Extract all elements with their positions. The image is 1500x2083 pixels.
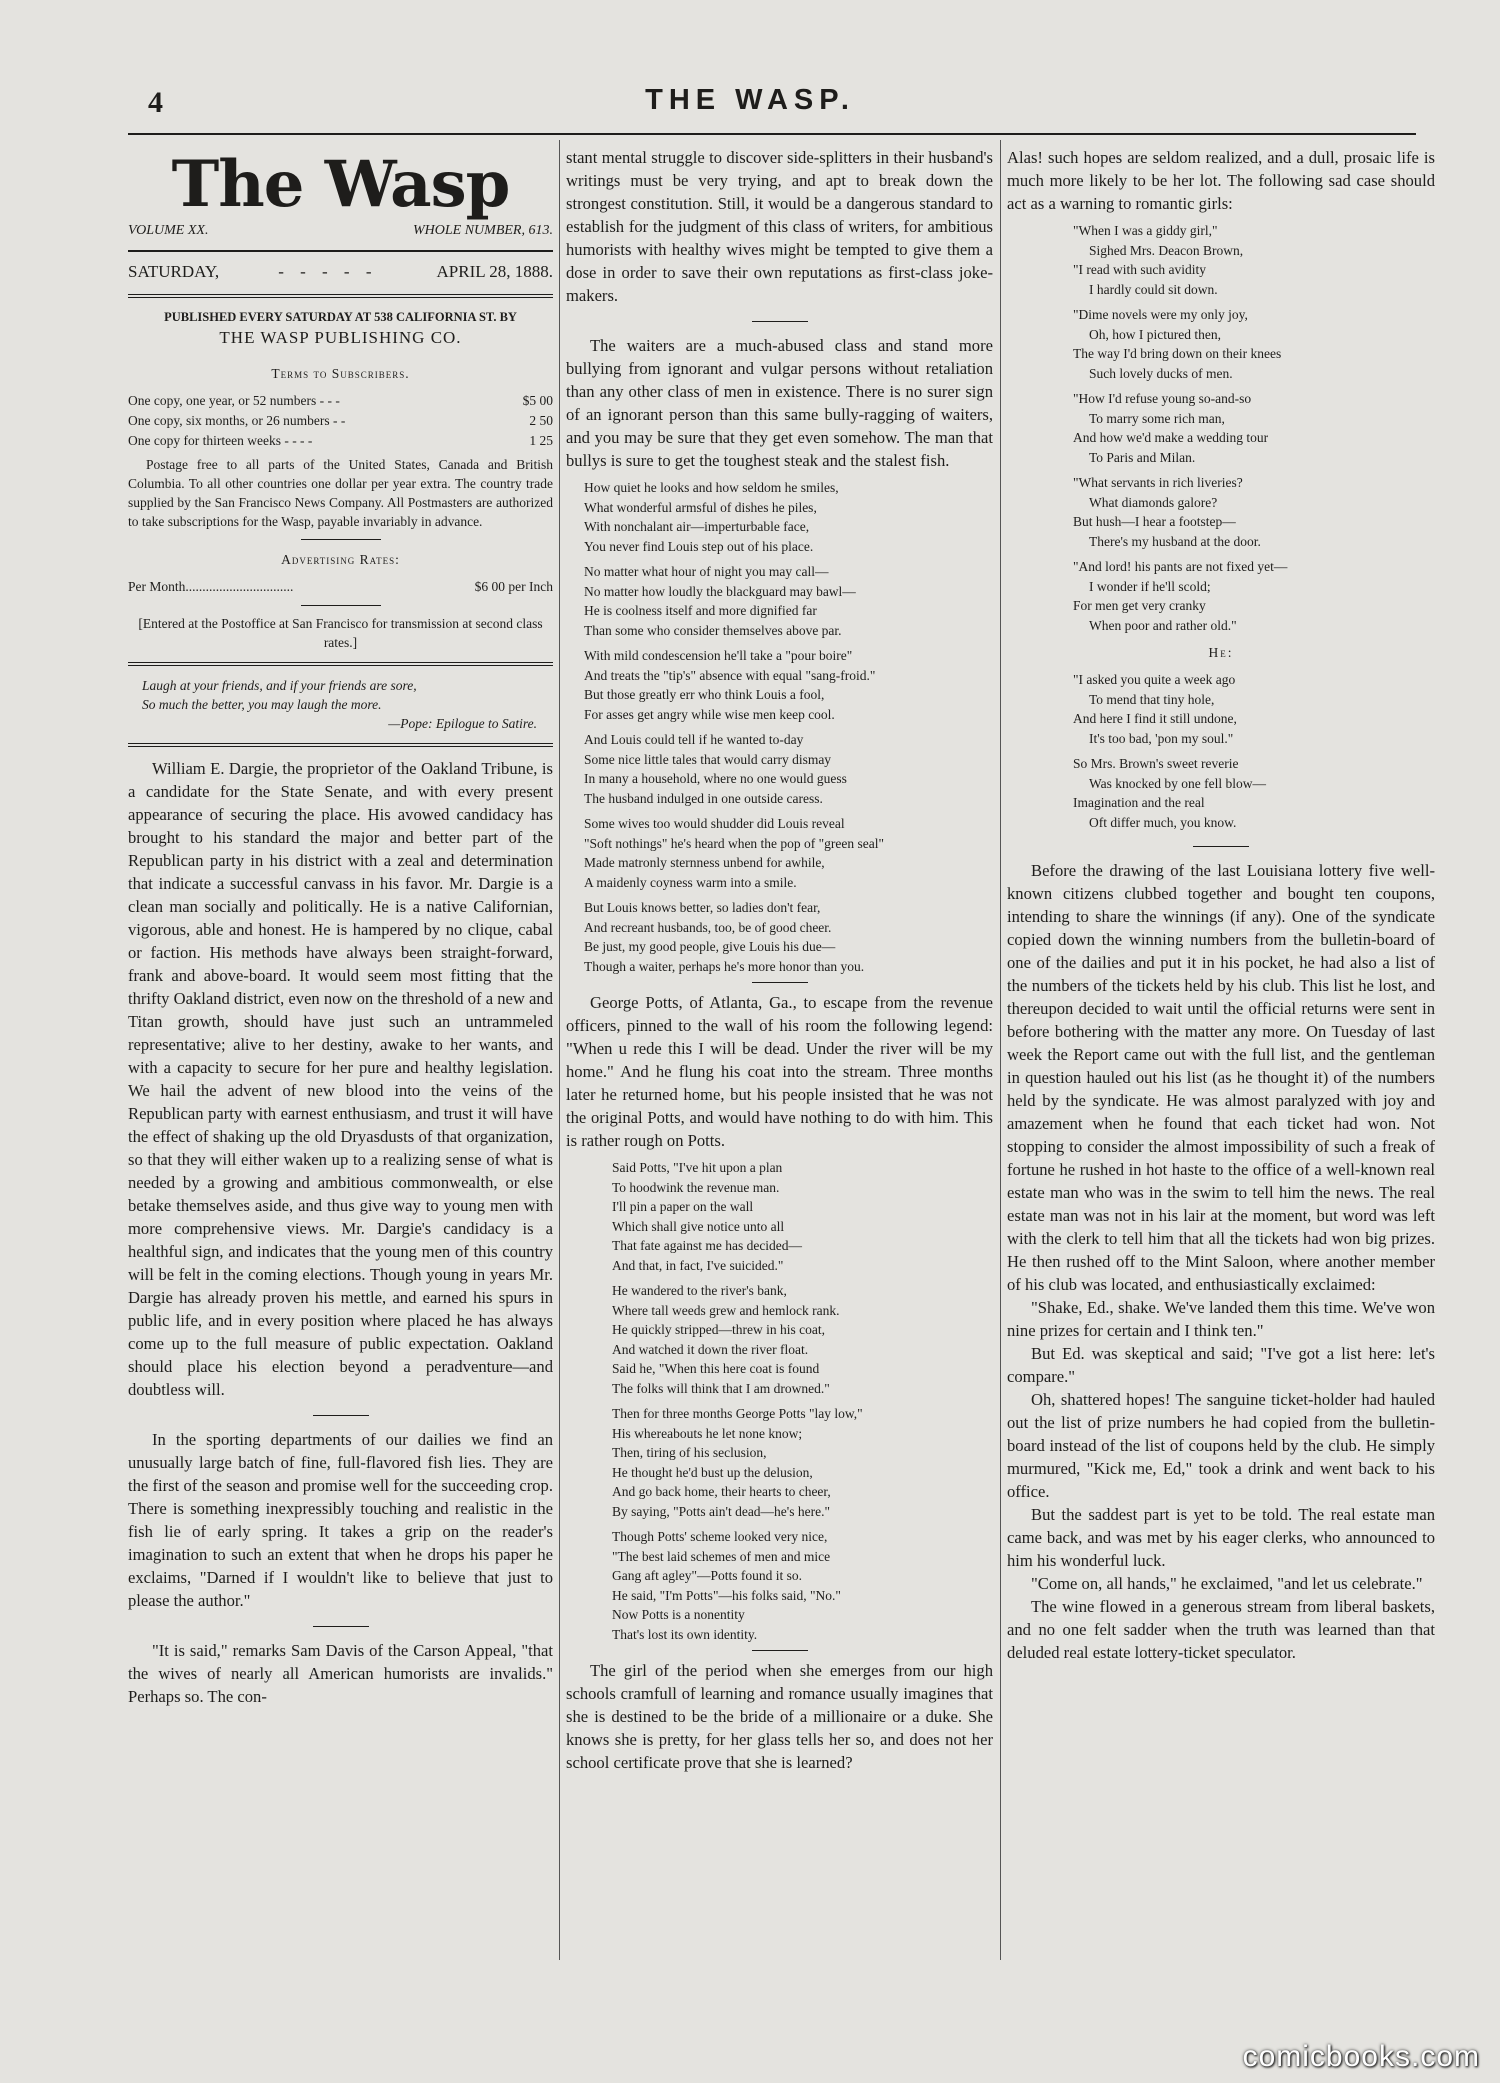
paragraph-wine: The wine flowed in a generous stream from liberal baskets, and no one felt sadder when the truth was learned than that deluded real estate lottery-ticket speculator. [1007,1597,1435,1662]
poem-line: "I asked you quite a week ago [1073,672,1236,687]
section-separator [752,321,808,322]
poem-line: Oft differ much, you know. [1089,814,1237,830]
poem-line: "Dime novels were my only joy, [1073,307,1248,322]
terms-label: One copy, one year, or 52 numbers - - - [128,393,340,408]
masthead-logo: The Wasp [171,147,510,222]
advertising-label: Per Month................................ [128,579,294,594]
poem-stanza [1073,557,1435,635]
poem-line: Than some who consider themselves above par. [584,622,842,638]
date-line [128,250,553,284]
poem-line: Though Potts' scheme looked very nice, [612,1529,828,1544]
watermark: comicbooks.com [1242,2040,1480,2073]
terms-row [128,411,553,431]
poem-stanza [612,1527,993,1644]
poem-line: To hoodwink the revenue man. [612,1179,780,1195]
rule [128,662,553,666]
volume: VOLUME XX. [128,223,209,238]
publisher-name: THE WASP PUBLISHING CO. [219,328,462,347]
top-rule [128,133,1416,135]
poem-line: I'll pin a paper on the wall [612,1199,754,1214]
poem-stanza [612,1281,993,1398]
poem-line: Some nice little tales that would carry dismay [584,751,832,767]
terms-price: 2 50 [529,413,553,428]
issue-date: APRIL 28, 1888. [436,262,553,281]
epigraph-attribution: —Pope: Epilogue to Satire. [388,716,537,731]
rule [128,743,553,747]
divider [301,539,381,540]
poem-line: To marry some rich man, [1089,410,1225,426]
terms-label: One copy, six months, or 26 numbers - - [128,413,346,428]
date-dashes: - - - - - [278,262,378,281]
poem-line: Where tall weeds grew and hemlock rank. [612,1302,840,1318]
poem-line: "How I'd refuse young so-and-so [1073,391,1252,406]
terms-label: One copy for thirteen weeks - - - - [128,433,313,448]
poem-he-heading: He: [1208,645,1234,660]
poem-line: His whereabouts he let none know; [612,1425,803,1441]
poem-stanza [584,562,993,640]
poem-line: No matter what hour of night you may call— [584,564,829,579]
poem-line: Be just, my good people, give Louis his due— [584,939,836,954]
poem-line: And here I find it still undone, [1073,711,1237,726]
poem-line: For men get very cranky [1073,598,1206,613]
poem-line: It's too bad, 'pon my soul." [1089,730,1234,746]
poem-line: The husband indulged in one outside caress. [584,790,823,806]
poem-stanza [1073,389,1435,467]
divider [301,605,381,606]
article-lottery: Before the drawing of the last Louisiana lottery five well-known citizens clubbed together and bought ten coupons, intending to share the winnings (if any). One of the syndicate copied down the winning numbers from the bulletin-board of one of the dailies and put it in his pocket, he had also a list of the numbers of the tickets held by his club. This list he lost, and thereupon decided to wait until the official returns were sent in before bothering with the matter any more. On Tuesday of last week the Report came out with the full list, and the gentleman in question hauled out his list (as he thought it) of the numbers held by the syndicate. He was almost paralyzed with joy and amazement when he found that each ticket had won. Not stopping to consider the almost impossibility of such a freak of fortune he rushed in hot haste to the office of a well-known real estate man who was in the swim to tell him the news. The real estate man was not in his lair at the moment, but word was left with the clerk to tell him that all the tickets had won big prizes. He then rushed off to the Mint Saloon, where another member of his club was located, and enthusiastically exclaimed: [1007,861,1435,1294]
terms-row [128,391,553,411]
column-divider-1 [559,140,560,1960]
poem-line: Which shall give notice unto all [612,1218,785,1234]
poem-line: Said he, "When this here coat is found [612,1361,820,1376]
poem-line: But hush—I hear a footstep— [1073,514,1236,529]
section-separator [313,1626,369,1627]
poem-line: "The best laid schemes of men and mice [612,1548,831,1564]
poem-line: He quickly stripped—threw in his coat, [612,1322,825,1337]
poem-line: Said Potts, "I've hit upon a plan [612,1160,783,1175]
poem-line: And treats the "tip's" absence with equal "sang-froid." [584,667,876,683]
poem-line: How quiet he looks and how seldom he smiles, [584,480,839,495]
poem-line: Made matronly sternness unbend for awhile, [584,855,825,870]
poem-stanza [1073,305,1435,383]
poem-line: Now Potts is a nonentity [612,1607,745,1622]
poem-line: "What servants in rich liveries? [1073,475,1243,490]
column-2 [566,146,993,1774]
poem-line: For asses get angry while wise men keep cool. [584,706,835,722]
paragraph-saddest: But the saddest part is yet to be told. The real estate man came back, and was met by his eager clerks, who announced to him his wonderful luck. [1007,1505,1435,1570]
poem-potts [612,1158,993,1644]
poem-stanza [1073,754,1435,832]
poem-stanza [1073,670,1435,748]
poem-line: To mend that tiny hole, [1089,691,1215,707]
column-divider-2 [1000,140,1001,1960]
poem-line: By saying, "Potts ain't dead—he's here." [612,1503,830,1519]
poem-line: The folks will think that I am drowned." [612,1380,830,1396]
paragraph-shake: "Shake, Ed., shake. We've landed them this time. We've won nine prizes for certain and I think ten." [1007,1298,1435,1340]
poem-line: In many a household, where no one would guess [584,771,847,786]
section-separator [752,1650,808,1651]
section-separator [752,982,808,983]
poem-line: Oh, how I pictured then, [1089,326,1221,342]
volume-line [128,222,553,240]
poem-line: Then for three months George Potts "lay low," [612,1406,863,1421]
poem-line: That fate against me has decided— [612,1238,803,1253]
poem-stanza [584,898,993,976]
epigraph [128,676,553,733]
whole-number: WHOLE NUMBER, 613. [413,223,553,238]
terms-price: 1 25 [529,433,553,448]
paragraph-skeptical: But Ed. was skeptical and said; "I've got a list here: let's compare." [1007,1344,1435,1386]
poem-line: When poor and rather old." [1089,617,1237,633]
poem-line: He is coolness itself and more dignified far [584,603,817,618]
article-humorists-continued: stant mental struggle to discover side-splitters in their husband's writings must be very trying, and apt to break down the strongest constitution. Still, it would be a dangerous standard to establish for the judgment of this class of writers, for ambitious humorists with healthy wives might be tempted to give them a dose in order to save their own reputations as first-class joke-makers. [566,148,993,305]
poem-stanza [612,1404,993,1521]
poem-line: And how we'd make a wedding tour [1073,430,1269,445]
poem-line: What diamonds galore? [1089,494,1218,510]
poem-line: And go back home, their hearts to cheer, [612,1484,831,1499]
advertising-rate [128,577,553,597]
poem-line: I wonder if he'll scold; [1089,578,1211,594]
poem-line: Such lovely ducks of men. [1089,365,1233,381]
masthead-rule [128,294,553,298]
article-alas: Alas! such hopes are seldom realized, and a dull, prosaic life is much more likely to be her lot. The following sad case should act as a warning to romantic girls: [1007,148,1435,213]
poem-line: He thought he'd bust up the delusion, [612,1464,813,1480]
section-separator [1193,846,1249,847]
poem-line: Was knocked by one fell blow— [1089,775,1266,791]
poem-line: So Mrs. Brown's sweet reverie [1073,756,1239,771]
article-potts: George Potts, of Atlanta, Ga., to escape from the revenue officers, pinned to the wall of his room the following legend: "When u rede this I will be dead. Under the river will be my home." And he flung his coat into the stream. Three months later he returned home, but his people insisted that he was not the original Potts, and would have nothing to do with him. This is rather rough on Potts. [566,993,993,1150]
poem-line: The way I'd bring down on their knees [1073,346,1282,361]
poem-stanza [1073,221,1435,299]
section-separator [313,1415,369,1416]
poem-he [1073,670,1435,832]
poem-louis [584,478,993,976]
article-waiters: The waiters are a much-abused class and stand more bullying from ignorant and vulgar persons without retaliation than any other class of men in existence. There is no surer sign of an ignorant person than this same bully-ragging of waiters, and you may be sure that they get even somehow. The man that bullys is sure to get the toughest steak and the stalest fish. [566,336,993,470]
advertising-heading: Advertising Rates: [281,552,400,567]
terms-price: $5 00 [522,393,553,408]
poem-line: He said, "I'm Potts"—his folks said, "No." [612,1587,841,1603]
poem-line: Though a waiter, perhaps he's more honor than you. [584,958,865,974]
running-title: THE WASP. [645,84,855,116]
article-dargie: William E. Dargie, the proprietor of the Oakland Tribune, is a candidate for the State Senate, and with every present appearance of securing the place. His avowed candidacy has brought to his standard the major and better part of the Republican party in his district with a zeal and determination that indicate a successful canvass in his favor. Mr. Dargie is a clean man socially and politically. He is a native Californian, vigorous, able and honest. He is hampered by no clique, cabal or faction. His methods have always been straight-forward, frank and above-board. It would seem most fitting that the thrifty Oakland district, even now on the threshold of a new and Titan growth, should have just such an untrammeled representative; alive to her destiny, awake to her wants, and with a capacity to secure for her pure and healthy legislation. We hail the advent of new blood into the veins of the Republican party with earnest enthusiasm, and trust it will have the effect of shaking up the old Dryasdusts of that organization, so that they will either waken up to a realizing sense of what is needed by a growing and ambitious commonwealth, or else betake themselves aside, and thus give way to young men with more comprehensive views. Mr. Dargie's candidacy is a healthful sign, and indicates that the young men of this country will be felt in the coming elections. Though young in years Mr. Dargie has already proven his mettle, and earned his spurs in public life, and in every position where placed he has always come up to the full measure of public expectation. Oakland should place his election beyond a peradventure—and doubtless will. [128,759,553,1399]
poem-line: "I read with such avidity [1073,262,1206,277]
poem-line: And recreant husbands, too, be of good cheer. [584,919,832,935]
poem-line: "And lord! his pants are not fixed yet— [1073,559,1288,574]
poem-line: With mild condescension he'll take a "pour boire" [584,648,853,663]
poem-line: You never find Louis step out of his place. [584,538,814,554]
poem-line: Gang aft agley"—Potts found it so. [612,1568,802,1583]
poem-stanza [584,478,993,556]
poem-stanza [584,646,993,724]
article-fish-lies: In the sporting departments of our dailies we find an unusually large batch of fine, full-flavored fish lies. They are the first of the season and promise well for the succeeding crop. There is something inexpressibly touching and realistic in the fish lie of early spring. It takes a grip on the reader's imagination to such an extent that when he drops his paper he exclaims, "Darned if I wouldn't like to believe that just to please the author." [128,1430,553,1610]
poem-line: I hardly could sit down. [1089,281,1218,297]
poem-stanza [584,814,993,892]
poem-line: And that, in fact, I've suicided." [612,1257,784,1273]
poem-line: And watched it down the river float. [612,1341,809,1357]
poem-line: Sighed Mrs. Deacon Brown, [1089,242,1244,258]
poem-line: What wonderful armsful of dishes he piles, [584,499,817,515]
poem-line: Then, tiring of his seclusion, [612,1445,767,1460]
poem-line: There's my husband at the door. [1089,533,1261,549]
postage-note: Postage free to all parts of the United States, Canada and British Columbia. To all other countries one dollar per year extra. The country trade supplied by the San Francisco News Company. All Postmasters are authorized to take subscriptions for the Wasp, payable invariably in advance. [128,457,553,529]
poem-stanza [1073,473,1435,551]
terms-heading: Terms to Subscribers. [271,366,410,381]
article-girl-of-period: The girl of the period when she emerges from our high schools cramfull of learning and romance usually imagines that she is destined to be the bride of a millionaire or a duke. She knows she is pretty, for her glass tells her so, and does not her school certificate prove that she is learned? [566,1661,993,1772]
epigraph-line: So much the better, you may laugh the more. [142,697,382,712]
poem-line: To Paris and Milan. [1089,449,1196,465]
entered-note: [Entered at the Postoffice at San Francisco for transmission at second class rates.] [138,616,543,650]
poem-mrs-brown [1073,221,1435,635]
poem-line: And Louis could tell if he wanted to-day [584,732,804,747]
page-number: 4 [148,86,163,119]
poem-line: He wandered to the river's bank, [612,1283,787,1298]
poem-line: A maidenly coyness warm into a smile. [584,874,797,890]
poem-line: Some wives too would shudder did Louis reveal [584,816,845,831]
poem-line: That's lost its own identity. [612,1626,758,1642]
poem-line: No matter how loudly the blackguard may bawl— [584,583,856,599]
publication-line: PUBLISHED EVERY SATURDAY AT 538 CALIFORNIA ST. BY [164,310,517,324]
article-humorists-wives: "It is said," remarks Sam Davis of the Carson Appeal, "that the wives of nearly all American humorists are invalids." Perhaps so. The con- [128,1641,553,1706]
advertising-price: $6 00 per Inch [474,579,553,594]
poem-line: "Soft nothings" he's heard when the pop of "green seal" [584,835,885,851]
terms-row [128,431,553,451]
poem-line: With nonchalant air—imperturbable face, [584,519,810,534]
column-1 [128,146,553,1708]
column-3 [1007,146,1435,1664]
terms-list [128,391,553,451]
epigraph-line: Laugh at your friends, and if your friends are sore, [142,678,417,693]
paragraph-shattered: Oh, shattered hopes! The sanguine ticket-holder had hauled out the list of prize numbers he had copied from the bulletin-board instead of the list of coupons held by the club. He simply murmured, "Kick me, Ed," took a drink and went back to his office. [1007,1390,1435,1501]
poem-stanza [612,1158,993,1275]
poem-line: Imagination and the real [1073,795,1205,810]
poem-stanza [584,730,993,808]
poem-line: "When I was a giddy girl," [1073,223,1218,238]
poem-line: But Louis knows better, so ladies don't fear, [584,900,821,915]
poem-line: But those greatly err who think Louis a fool, [584,687,825,702]
weekday: SATURDAY, [128,262,220,281]
paragraph-come-on: "Come on, all hands," he exclaimed, "and let us celebrate." [1031,1574,1423,1593]
